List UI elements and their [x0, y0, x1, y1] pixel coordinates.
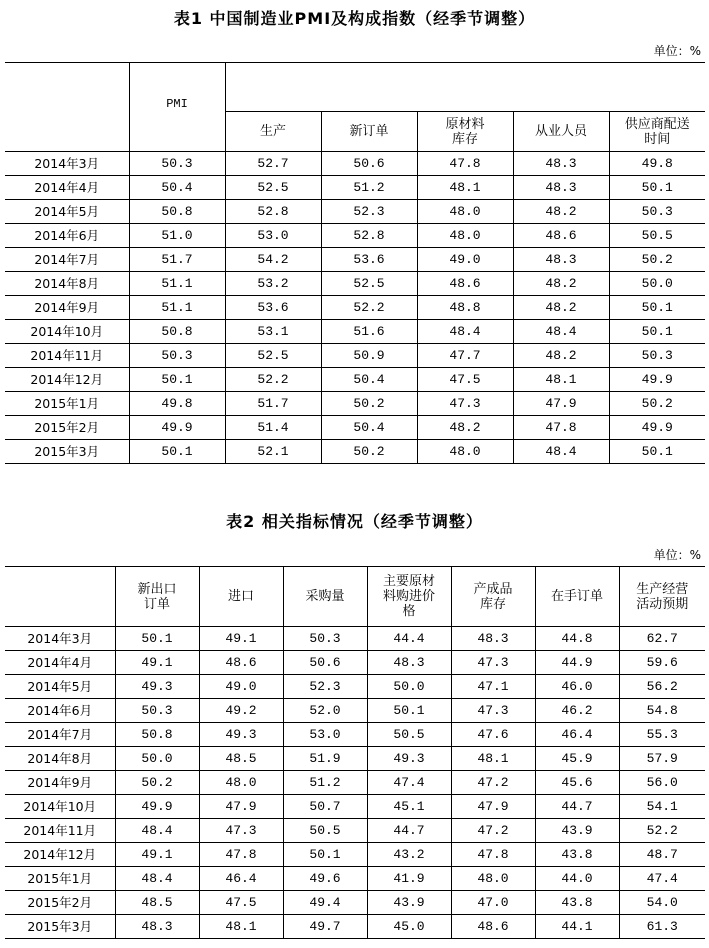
table-cell: 47.9 — [451, 795, 535, 819]
table1-header-2: 新订单 — [321, 112, 417, 152]
table-cell: 45.1 — [367, 795, 451, 819]
table-cell: 52.5 — [225, 176, 321, 200]
table-cell: 49.9 — [115, 795, 199, 819]
table-cell: 48.6 — [513, 224, 609, 248]
table-cell: 47.4 — [367, 771, 451, 795]
table-cell: 50.6 — [321, 152, 417, 176]
table-cell: 43.9 — [535, 819, 619, 843]
table-cell: 55.3 — [619, 723, 705, 747]
table-cell: 51.2 — [321, 176, 417, 200]
table-cell: 49.3 — [199, 723, 283, 747]
table-cell: 50.3 — [609, 200, 705, 224]
table2-header-4: 主要原材 料购进价 格 — [367, 567, 451, 627]
table-cell: 48.0 — [199, 771, 283, 795]
table-cell: 50.3 — [115, 699, 199, 723]
table-cell: 50.8 — [129, 320, 225, 344]
table-cell: 53.6 — [321, 248, 417, 272]
row-month-label: 2015年1月 — [5, 867, 115, 891]
row-month-label: 2014年10月 — [5, 795, 115, 819]
row-month-label: 2014年3月 — [5, 627, 115, 651]
row-month-label: 2014年7月 — [5, 248, 129, 272]
table-cell: 49.7 — [283, 915, 367, 939]
table-row — [5, 867, 705, 891]
table2-header-6: 在手订单 — [535, 567, 619, 627]
table-cell: 47.6 — [451, 723, 535, 747]
table-cell: 50.2 — [321, 392, 417, 416]
table2-header-5: 产成品 库存 — [451, 567, 535, 627]
table-cell: 41.9 — [367, 867, 451, 891]
table-cell: 51.7 — [129, 248, 225, 272]
table-row — [5, 248, 705, 272]
table-cell: 50.9 — [321, 344, 417, 368]
table-cell: 47.8 — [513, 416, 609, 440]
row-month-label: 2014年7月 — [5, 723, 115, 747]
row-month-label: 2014年4月 — [5, 176, 129, 200]
row-month-label: 2014年10月 — [5, 320, 129, 344]
table-cell: 50.1 — [609, 320, 705, 344]
table-cell: 52.3 — [283, 675, 367, 699]
table-cell: 47.2 — [451, 771, 535, 795]
table-cell: 49.9 — [609, 416, 705, 440]
table-cell: 50.8 — [115, 723, 199, 747]
row-month-label: 2014年6月 — [5, 699, 115, 723]
row-month-label: 2015年3月 — [5, 440, 129, 464]
table-cell: 52.8 — [225, 200, 321, 224]
table-cell: 43.2 — [367, 843, 451, 867]
table-row — [5, 675, 705, 699]
table-cell: 52.2 — [225, 368, 321, 392]
table-cell: 48.1 — [417, 176, 513, 200]
table-cell: 50.4 — [321, 416, 417, 440]
table-cell: 47.2 — [451, 819, 535, 843]
table-cell: 52.7 — [225, 152, 321, 176]
table-cell: 47.3 — [451, 651, 535, 675]
table-cell: 48.8 — [417, 296, 513, 320]
table-cell: 48.7 — [619, 843, 705, 867]
table-row — [5, 200, 705, 224]
table-cell: 48.4 — [115, 819, 199, 843]
table-cell: 52.5 — [225, 344, 321, 368]
table-cell: 59.6 — [619, 651, 705, 675]
row-month-label: 2014年9月 — [5, 771, 115, 795]
table-row — [5, 152, 705, 176]
table-cell: 50.0 — [115, 747, 199, 771]
table-cell: 48.2 — [417, 416, 513, 440]
table-row — [5, 891, 705, 915]
table-cell: 51.6 — [321, 320, 417, 344]
table-cell: 49.2 — [199, 699, 283, 723]
table-cell: 54.0 — [619, 891, 705, 915]
table-cell: 52.2 — [619, 819, 705, 843]
table-cell: 48.5 — [199, 747, 283, 771]
row-month-label: 2015年3月 — [5, 915, 115, 939]
table-row — [5, 416, 705, 440]
table-row — [5, 224, 705, 248]
table-cell: 50.1 — [283, 843, 367, 867]
table2-header-2: 进口 — [199, 567, 283, 627]
table-row — [5, 771, 705, 795]
table-cell: 50.2 — [609, 392, 705, 416]
table-cell: 48.6 — [417, 272, 513, 296]
table-cell: 47.8 — [199, 843, 283, 867]
table-cell: 51.7 — [225, 392, 321, 416]
row-month-label: 2014年4月 — [5, 651, 115, 675]
table-row — [5, 392, 705, 416]
table-cell: 50.3 — [609, 344, 705, 368]
table-row — [5, 320, 705, 344]
table2 — [5, 566, 705, 939]
table-cell: 44.4 — [367, 627, 451, 651]
table-cell: 43.8 — [535, 843, 619, 867]
table-cell: 49.0 — [199, 675, 283, 699]
table-cell: 51.9 — [283, 747, 367, 771]
table2-header-3: 采购量 — [283, 567, 367, 627]
table-cell: 52.0 — [283, 699, 367, 723]
table1 — [5, 62, 705, 464]
table-cell: 44.9 — [535, 651, 619, 675]
table-cell: 50.7 — [283, 795, 367, 819]
table-cell: 48.4 — [513, 320, 609, 344]
table-row — [5, 915, 705, 939]
table-cell: 50.1 — [129, 440, 225, 464]
row-month-label: 2014年5月 — [5, 675, 115, 699]
row-month-label: 2014年9月 — [5, 296, 129, 320]
table-cell: 50.5 — [283, 819, 367, 843]
table-cell: 50.1 — [115, 627, 199, 651]
row-month-label: 2014年12月 — [5, 843, 115, 867]
table-cell: 62.7 — [619, 627, 705, 651]
table-cell: 48.0 — [417, 224, 513, 248]
table-cell: 48.6 — [451, 915, 535, 939]
table2-corner-cell — [5, 567, 115, 627]
table-row — [5, 296, 705, 320]
table-cell: 48.0 — [451, 867, 535, 891]
table-cell: 47.8 — [417, 152, 513, 176]
table-cell: 50.3 — [129, 152, 225, 176]
table-cell: 52.8 — [321, 224, 417, 248]
row-month-label: 2014年12月 — [5, 368, 129, 392]
table-cell: 48.0 — [417, 440, 513, 464]
table-cell: 48.5 — [115, 891, 199, 915]
table-cell: 54.2 — [225, 248, 321, 272]
table-cell: 44.8 — [535, 627, 619, 651]
table-cell: 47.5 — [199, 891, 283, 915]
table-row — [5, 699, 705, 723]
table-cell: 48.3 — [513, 152, 609, 176]
table-cell: 48.1 — [513, 368, 609, 392]
table-cell: 47.7 — [417, 344, 513, 368]
table-cell: 48.1 — [199, 915, 283, 939]
table-cell: 47.9 — [199, 795, 283, 819]
table-cell: 50.0 — [367, 675, 451, 699]
row-month-label: 2014年6月 — [5, 224, 129, 248]
table-cell: 51.2 — [283, 771, 367, 795]
table-cell: 50.2 — [609, 248, 705, 272]
table-cell: 49.9 — [609, 368, 705, 392]
table-cell: 45.6 — [535, 771, 619, 795]
table-cell: 48.6 — [199, 651, 283, 675]
table-cell: 52.1 — [225, 440, 321, 464]
table-cell: 44.1 — [535, 915, 619, 939]
table-row — [5, 723, 705, 747]
table-cell: 49.8 — [129, 392, 225, 416]
table-row — [5, 272, 705, 296]
table-row — [5, 344, 705, 368]
table-cell: 48.3 — [115, 915, 199, 939]
row-month-label: 2014年11月 — [5, 344, 129, 368]
table-cell: 46.0 — [535, 675, 619, 699]
table-cell: 50.5 — [609, 224, 705, 248]
table-cell: 53.6 — [225, 296, 321, 320]
table1-corner-cell — [5, 63, 129, 152]
table-cell: 48.2 — [513, 272, 609, 296]
table-cell: 48.0 — [417, 200, 513, 224]
table-cell: 46.4 — [199, 867, 283, 891]
table-cell: 50.3 — [283, 627, 367, 651]
table1-header-5: 供应商配送 时间 — [609, 112, 705, 152]
table-cell: 49.3 — [115, 675, 199, 699]
table1-header-3: 原材料 库存 — [417, 112, 513, 152]
table-cell: 50.5 — [367, 723, 451, 747]
table2-unit: 单位：% — [653, 548, 701, 562]
row-month-label: 2014年8月 — [5, 747, 115, 771]
table-cell: 50.1 — [609, 296, 705, 320]
table-cell: 49.0 — [417, 248, 513, 272]
table-cell: 50.1 — [609, 176, 705, 200]
table1-header-group — [225, 63, 705, 112]
table-cell: 50.0 — [609, 272, 705, 296]
row-month-label: 2015年1月 — [5, 392, 129, 416]
table-cell: 56.2 — [619, 675, 705, 699]
table-cell: 49.1 — [115, 843, 199, 867]
table2-header-1: 新出口 订单 — [115, 567, 199, 627]
table2-header-7: 生产经营 活动预期 — [619, 567, 705, 627]
table-row — [5, 368, 705, 392]
table-cell: 51.4 — [225, 416, 321, 440]
table-cell: 54.1 — [619, 795, 705, 819]
table-cell: 53.0 — [283, 723, 367, 747]
table-cell: 53.2 — [225, 272, 321, 296]
table-cell: 49.3 — [367, 747, 451, 771]
table-cell: 52.2 — [321, 296, 417, 320]
table-row — [5, 795, 705, 819]
table-cell: 47.4 — [619, 867, 705, 891]
table-cell: 49.8 — [609, 152, 705, 176]
table-cell: 44.7 — [535, 795, 619, 819]
table-cell: 51.1 — [129, 296, 225, 320]
table1-header-1: 生产 — [225, 112, 321, 152]
row-month-label: 2014年5月 — [5, 200, 129, 224]
table-cell: 49.4 — [283, 891, 367, 915]
row-month-label: 2014年11月 — [5, 819, 115, 843]
table-row — [5, 627, 705, 651]
table1-title: 表1 中国制造业PMI及构成指数（经季节调整） — [173, 9, 536, 28]
table-cell: 48.3 — [451, 627, 535, 651]
table-cell: 50.4 — [129, 176, 225, 200]
table-cell: 48.3 — [367, 651, 451, 675]
table-row — [5, 176, 705, 200]
table-cell: 57.9 — [619, 747, 705, 771]
table-cell: 44.7 — [367, 819, 451, 843]
table-cell: 47.9 — [513, 392, 609, 416]
table-cell: 52.5 — [321, 272, 417, 296]
table-cell: 50.1 — [129, 368, 225, 392]
table-cell: 48.4 — [513, 440, 609, 464]
table-cell: 49.1 — [115, 651, 199, 675]
table-cell: 47.3 — [199, 819, 283, 843]
table-cell: 51.1 — [129, 272, 225, 296]
table-cell: 43.9 — [367, 891, 451, 915]
table-cell: 50.2 — [115, 771, 199, 795]
table-cell: 48.4 — [417, 320, 513, 344]
table-cell: 45.0 — [367, 915, 451, 939]
table-cell: 50.2 — [321, 440, 417, 464]
table-cell: 48.1 — [451, 747, 535, 771]
table-cell: 48.2 — [513, 200, 609, 224]
row-month-label: 2014年3月 — [5, 152, 129, 176]
table1-header-4: 从业人员 — [513, 112, 609, 152]
table-cell: 50.6 — [283, 651, 367, 675]
table-cell: 51.0 — [129, 224, 225, 248]
table-cell: 47.0 — [451, 891, 535, 915]
row-month-label: 2014年8月 — [5, 272, 129, 296]
table-cell: 48.3 — [513, 248, 609, 272]
table-cell: 49.9 — [129, 416, 225, 440]
table-row — [5, 819, 705, 843]
table-cell: 50.1 — [367, 699, 451, 723]
table-cell: 48.4 — [115, 867, 199, 891]
table-cell: 47.5 — [417, 368, 513, 392]
table-cell: 50.4 — [321, 368, 417, 392]
table-row — [5, 843, 705, 867]
table-cell: 50.8 — [129, 200, 225, 224]
table-cell: 53.0 — [225, 224, 321, 248]
table-cell: 56.0 — [619, 771, 705, 795]
table-cell: 47.3 — [417, 392, 513, 416]
table-row — [5, 651, 705, 675]
row-month-label: 2015年2月 — [5, 416, 129, 440]
table-cell: 46.4 — [535, 723, 619, 747]
table-cell: 47.8 — [451, 843, 535, 867]
table-cell: 50.3 — [129, 344, 225, 368]
table2-title: 表2 相关指标情况（经季节调整） — [226, 512, 483, 531]
table-cell: 43.8 — [535, 891, 619, 915]
table-cell: 52.3 — [321, 200, 417, 224]
table-cell: 50.1 — [609, 440, 705, 464]
table-cell: 49.1 — [199, 627, 283, 651]
table1-header-pmi: PMI — [129, 63, 225, 152]
table-cell: 48.3 — [513, 176, 609, 200]
table-cell: 61.3 — [619, 915, 705, 939]
table-cell: 53.1 — [225, 320, 321, 344]
table-cell: 46.2 — [535, 699, 619, 723]
table-cell: 49.6 — [283, 867, 367, 891]
table-cell: 45.9 — [535, 747, 619, 771]
table-row — [5, 747, 705, 771]
table-cell: 47.3 — [451, 699, 535, 723]
table-row — [5, 440, 705, 464]
table-cell: 48.2 — [513, 344, 609, 368]
row-month-label: 2015年2月 — [5, 891, 115, 915]
table1-unit: 单位：% — [653, 44, 701, 58]
table-cell: 48.2 — [513, 296, 609, 320]
table-cell: 44.0 — [535, 867, 619, 891]
table-cell: 54.8 — [619, 699, 705, 723]
table-cell: 47.1 — [451, 675, 535, 699]
